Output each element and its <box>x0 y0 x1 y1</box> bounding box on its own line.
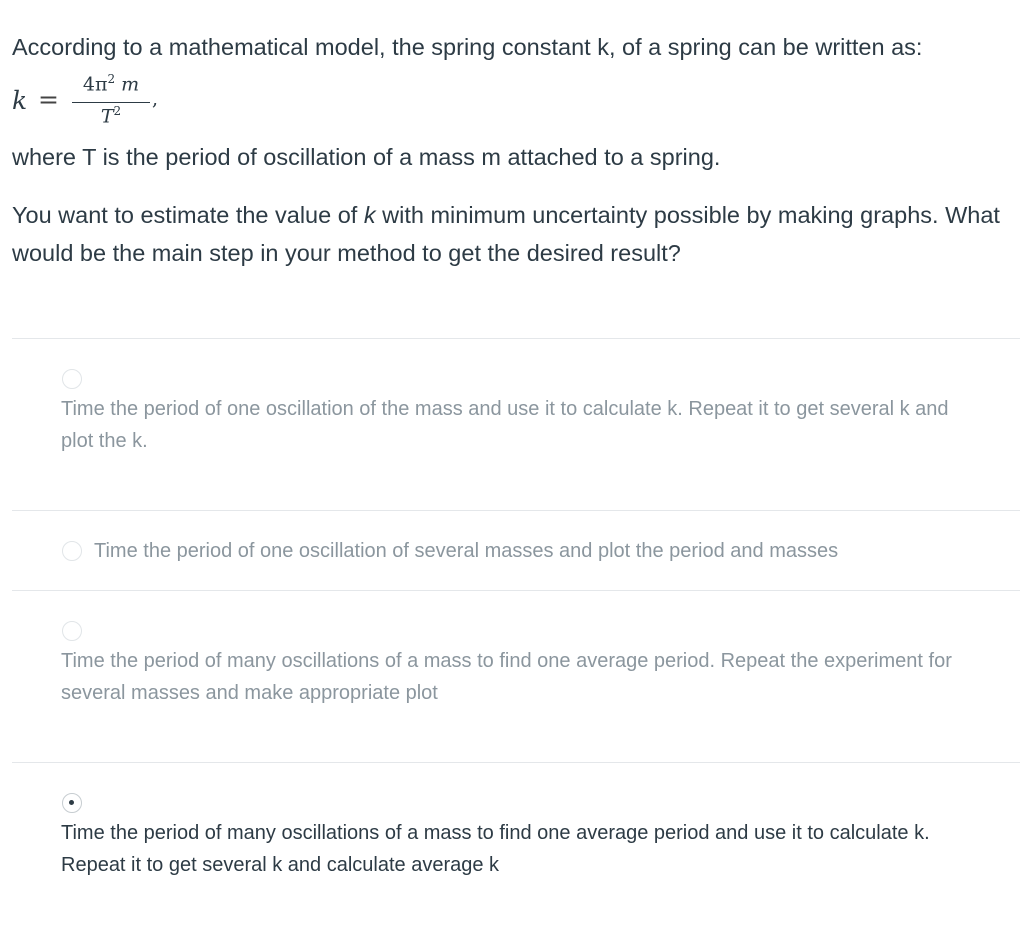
answer-list <box>12 338 1020 932</box>
formula-lhs: k <box>12 86 28 115</box>
answer-label-4: Time the period of many oscillations of a mass to find one average period and use it to calculate k. Repeat it to get several k and calculate average k <box>61 822 930 876</box>
answer-option-3[interactable] <box>12 590 1020 762</box>
answer-label-1: Time the period of one oscillation of the mass and use it to calculate k. Repeat it to get several k and plot the k. <box>61 398 949 452</box>
radio-button-2[interactable] <box>62 541 82 561</box>
radio-button-3[interactable] <box>62 621 82 641</box>
spring-constant-formula <box>12 72 1012 138</box>
answer-option-4[interactable] <box>12 762 1020 932</box>
radio-button-1[interactable] <box>62 369 82 389</box>
answer-label-2: Time the period of one oscillation of several masses and plot the period and masses <box>94 540 839 562</box>
question-body <box>12 24 1012 272</box>
question-prompt: You want to estimate the value of k with minimum uncertainty possible by making graphs. What would be the main step in your method to get the desired result? <box>12 202 1000 266</box>
answer-label-3: Time the period of many oscillations of a mass to find one average period. Repeat the experiment for several masses and make appropriate plot <box>61 650 952 704</box>
variable-k: k <box>363 202 376 228</box>
radio-button-4-selected[interactable] <box>62 793 82 813</box>
question-where-text: where T is the period of oscillation of a mass m attached to a spring. <box>12 144 721 170</box>
formula-equals: = <box>38 85 59 114</box>
answer-option-1[interactable] <box>12 338 1020 510</box>
formula-denominator: $T^2$ <box>100 104 122 128</box>
question-intro: According to a mathematical model, the spring constant k, of a spring can be written as: <box>12 34 923 60</box>
fraction-bar <box>72 102 150 103</box>
answer-option-2[interactable] <box>12 510 1020 590</box>
formula-numerator: $4\pi^2$ m <box>82 72 140 96</box>
formula-comma: , <box>152 88 159 110</box>
